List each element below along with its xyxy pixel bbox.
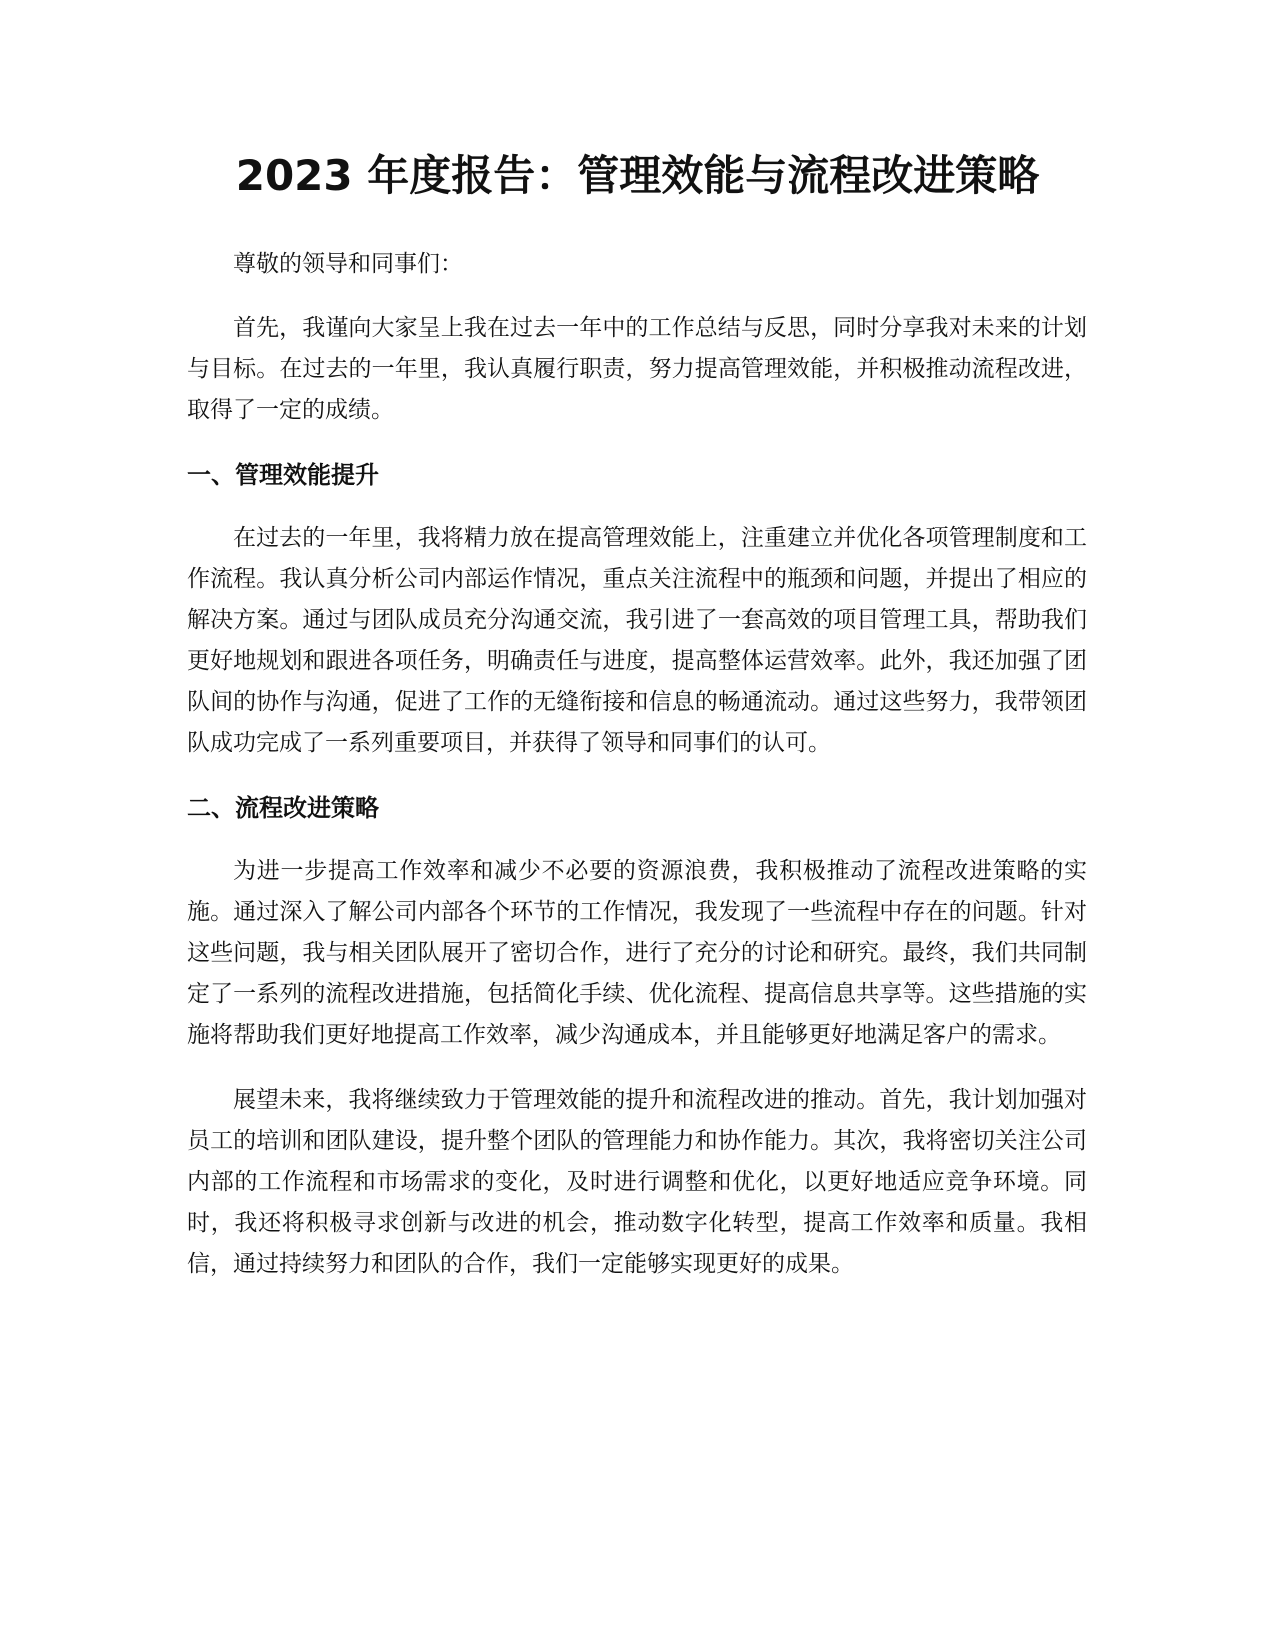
section-body-process: 为进一步提高工作效率和减少不必要的资源浪费，我积极推动了流程改进策略的实施。通过深入了解公司内部各个环节的工作情况，我发现了一些流程中存在的问题。针对这些问题，我与相关团队展开了密切合作，进行了充分的讨论和研究。最终，我们共同制定了一系列的流程改进措施，包括简化手续、优化流程、提高信息共享等。这些措施的实施将帮助我们更好地提高工作效率，减少沟通成本，并且能够更好地满足客户的需求。 — [187, 858, 1087, 1048]
section-body-management: 在过去的一年里，我将精力放在提高管理效能上，注重建立并优化各项管理制度和工作流程。我认真分析公司内部运作情况，重点关注流程中的瓶颈和问题，并提出了相应的解决方案。通过与团队成员充分沟通交流，我引进了一套高效的项目管理工具，帮助我们更好地规划和跟进各项任务，明确责任与进度，提高整体运营效率。此外，我还加强了团队间的协作与沟通，促进了工作的无缝衔接和信息的畅通流动。通过这些努力，我带领团队成功完成了一系列重要项目，并获得了领导和同事们的认可。 — [187, 525, 1087, 756]
section-heading-management: 一、管理效能提升 — [187, 461, 379, 489]
document-title: 2023 年度报告：管理效能与流程改进策略 — [235, 151, 1040, 200]
greeting: 尊敬的领导和同事们： — [233, 251, 463, 277]
intro-paragraph: 首先，我谨向大家呈上我在过去一年中的工作总结与反思，同时分享我对未来的计划与目标。在过去的一年里，我认真履行职责，努力提高管理效能，并积极推动流程改进，取得了一定的成绩。 — [187, 315, 1087, 423]
closing-paragraph: 展望未来，我将继续致力于管理效能的提升和流程改进的推动。首先，我计划加强对员工的培训和团队建设，提升整个团队的管理能力和协作能力。其次，我将密切关注公司内部的工作流程和市场需求的变化，及时进行调整和优化，以更好地适应竞争环境。同时，我还将积极寻求创新与改进的机会，推动数字化转型，提高工作效率和质量。我相信，通过持续努力和团队的合作，我们一定能够实现更好的成果。 — [187, 1087, 1087, 1277]
section-heading-process: 二、流程改进策略 — [187, 794, 379, 822]
document-body — [187, 244, 1087, 1309]
